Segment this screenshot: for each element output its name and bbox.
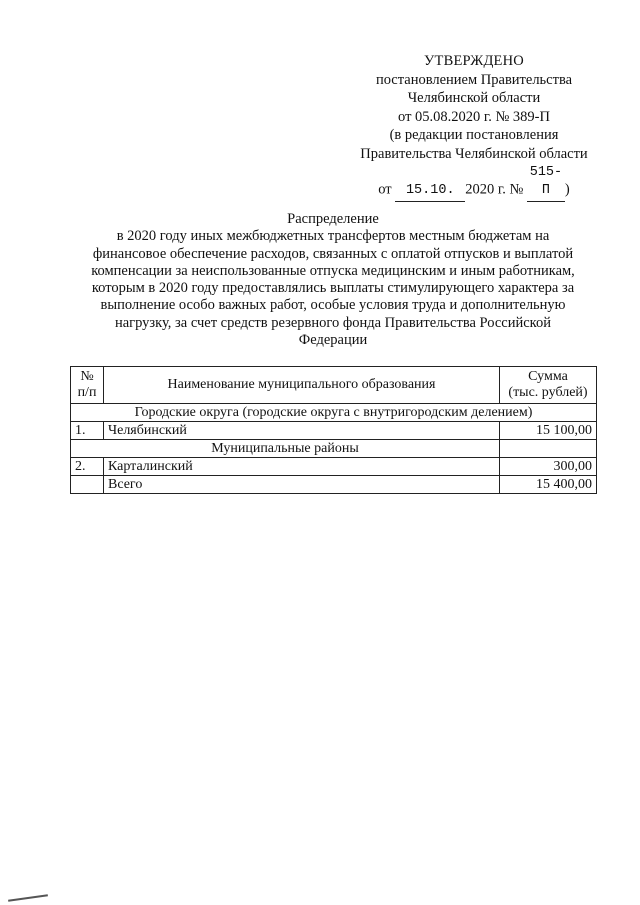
row-name: Карталинский (104, 458, 500, 476)
heading-line-8: Федерации (298, 332, 368, 349)
row-sum: 15 100,00 (500, 422, 597, 440)
approval-line-3: от 05.08.2020 г. № 389-П (398, 108, 550, 125)
approval-line-4: (в редакции постановления (389, 127, 559, 144)
heading-line-2: в 2020 году иных межбюджетных трансфертов местным бюджетам на (116, 228, 550, 245)
row-number: 2. (71, 458, 104, 476)
table-header-row (71, 367, 597, 404)
approval-line-5: Правительства Челябинской области (360, 145, 588, 162)
total-label: Всего (104, 476, 500, 494)
heading-line-5: которым в 2020 году предоставлялись выплаты стимулирующего характера за (91, 280, 575, 297)
row-name: Челябинский (104, 422, 500, 440)
total-number (71, 476, 104, 494)
handwritten-date: 15.10. (395, 182, 465, 202)
header-sum-line-1: Сумма (528, 369, 568, 384)
approval-block (340, 52, 608, 202)
table-row (71, 458, 597, 476)
header-name: Наименование муниципального образования (104, 367, 500, 404)
header-number (71, 367, 104, 404)
distribution-table (70, 366, 597, 494)
heading-line-7: нагрузку, за счет средств резервного фонда Правительства Российской (114, 314, 551, 331)
scan-mark (8, 894, 48, 902)
header-sum-line-2: (тыс. рублей) (508, 385, 588, 400)
header-number-line-1: № (80, 369, 94, 384)
section-empty-cell (500, 440, 597, 458)
section-row-city-districts (71, 404, 597, 422)
amendment-middle: 2020 г. № (465, 181, 524, 198)
total-row (71, 476, 597, 494)
heading-line-4: компенсации за неиспользованные отпуска медицинским и иным работникам, (91, 262, 575, 279)
amendment-prefix: от (378, 181, 392, 198)
header-sum (500, 367, 597, 404)
heading-line-6: выполнение особо важных работ, особые условия труда и дополнительную (100, 297, 566, 314)
approval-line-2: Челябинской области (407, 90, 541, 107)
table-row (71, 422, 597, 440)
row-sum: 300,00 (500, 458, 597, 476)
total-sum: 15 400,00 (500, 476, 597, 494)
handwritten-number: 515-П (527, 164, 565, 202)
header-number-line-2: п/п (77, 385, 97, 400)
amendment-suffix: ) (564, 181, 570, 198)
approval-line-1: постановлением Правительства (375, 71, 573, 88)
amendment-line (378, 164, 570, 202)
approval-title: УТВЕРЖДЕНО (424, 53, 524, 69)
heading-line-3: финансовое обеспечение расходов, связанных с оплатой отпусков и выплатой (92, 245, 574, 262)
section-city-districts: Городские округа (городские округа с внутригородским делением) (71, 404, 597, 422)
section-row-municipal-districts (71, 440, 597, 458)
document-heading (70, 211, 596, 349)
row-number: 1. (71, 422, 104, 440)
heading-title: Распределение (287, 211, 379, 227)
section-municipal-districts: Муниципальные районы (71, 440, 500, 458)
